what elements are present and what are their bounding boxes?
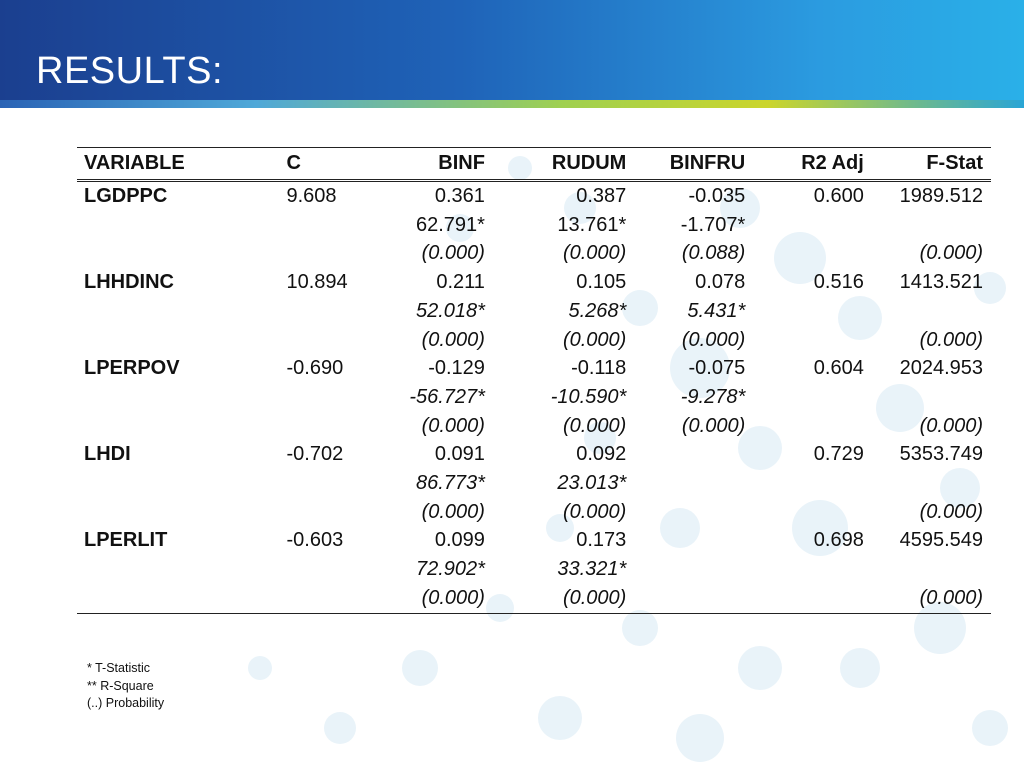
column-header-c: C <box>286 152 301 174</box>
binf-probability: (0.000) <box>421 414 485 437</box>
rudum-probability: (0.000) <box>562 586 627 609</box>
table-row-coefficients <box>77 526 991 555</box>
rudum-t-statistic: 33.321* <box>557 558 627 581</box>
rudum-coefficient: 0.105 <box>576 271 627 294</box>
rudum-t-statistic: -10.590* <box>550 385 627 408</box>
binfru-probability: (0.000) <box>681 414 746 437</box>
table-row-probabilities <box>77 239 991 268</box>
constant-value: 9.608 <box>286 185 337 207</box>
r2-adj-value: 0.604 <box>813 357 864 380</box>
table-row-probabilities <box>77 412 991 441</box>
table-row-t-statistics <box>77 555 991 584</box>
binf-t-statistic: 72.902* <box>415 558 485 581</box>
r2-adj-value: 0.698 <box>813 529 864 552</box>
r2-adj-value: 0.516 <box>813 271 864 294</box>
constant-value: -0.702 <box>286 443 344 466</box>
footnote-probability: (..) Probability <box>87 696 165 710</box>
column-header-rudum: RUDUM <box>551 152 627 174</box>
variable-name: LGDPPC <box>84 185 168 207</box>
binf-t-statistic: 86.773* <box>415 472 485 495</box>
constant-value: 10.894 <box>286 271 348 294</box>
r2-adj-value: 0.729 <box>813 443 864 466</box>
constant-value: -0.603 <box>286 529 344 552</box>
f-stat-value: 1989.512 <box>899 185 983 207</box>
column-header-f-stat: F-Stat <box>926 152 983 174</box>
rudum-coefficient: 0.173 <box>576 529 627 552</box>
rudum-coefficient: 0.387 <box>576 185 627 207</box>
rudum-probability: (0.000) <box>562 328 627 351</box>
binf-coefficient: 0.361 <box>434 185 485 207</box>
rudum-probability: (0.000) <box>562 414 627 437</box>
binf-t-statistic: 52.018* <box>415 299 485 322</box>
f-stat-probability: (0.000) <box>919 242 983 265</box>
binf-probability: (0.000) <box>421 586 485 609</box>
footnote-t-statistic: * T-Statistic <box>87 661 150 675</box>
table-row-t-statistics <box>77 383 991 412</box>
binf-coefficient: 0.099 <box>434 529 485 552</box>
constant-value: -0.690 <box>286 357 344 380</box>
binf-probability: (0.000) <box>421 328 485 351</box>
binfru-t-statistic <box>626 555 745 584</box>
results-table <box>77 147 991 614</box>
rudum-coefficient: 0.092 <box>576 443 627 466</box>
page-title: RESULTS: <box>36 50 224 92</box>
f-stat-probability: (0.000) <box>919 414 983 437</box>
binfru-coefficient: -0.035 <box>688 185 746 207</box>
binf-probability: (0.000) <box>421 242 485 265</box>
binfru-t-statistic <box>626 469 745 498</box>
binf-t-statistic: -56.727* <box>409 385 485 408</box>
rudum-t-statistic: 23.013* <box>557 472 627 495</box>
f-stat-probability: (0.000) <box>919 328 983 351</box>
binfru-probability: (0.088) <box>681 242 746 265</box>
f-stat-probability: (0.000) <box>919 500 983 523</box>
f-stat-value: 1413.521 <box>899 271 983 294</box>
binfru-t-statistic: -1.707* <box>680 213 746 236</box>
binf-coefficient: 0.091 <box>434 443 485 466</box>
table-row-coefficients <box>77 268 991 297</box>
r2-adj-value: 0.600 <box>813 185 864 207</box>
column-header-r2-adj: R2 Adj <box>801 152 864 174</box>
binfru-t-statistic: -9.278* <box>680 385 746 408</box>
binfru-t-statistic: 5.431* <box>687 299 746 322</box>
variable-name: LPERPOV <box>84 357 180 380</box>
table-row-t-statistics <box>77 469 991 498</box>
table-row-coefficients <box>77 181 991 211</box>
table-row-coefficients <box>77 440 991 469</box>
binf-t-statistic: 62.791* <box>415 213 485 236</box>
variable-name: LPERLIT <box>84 529 168 552</box>
binfru-probability: (0.000) <box>681 328 746 351</box>
rudum-t-statistic: 13.761* <box>557 213 627 236</box>
table-row-probabilities <box>77 326 991 355</box>
variable-name: LHHDINC <box>84 271 174 294</box>
table-row-t-statistics <box>77 211 991 240</box>
binfru-coefficient <box>626 440 745 469</box>
rudum-probability: (0.000) <box>562 242 627 265</box>
binf-probability: (0.000) <box>421 500 485 523</box>
rudum-t-statistic: 5.268* <box>568 299 627 322</box>
column-header-variable: VARIABLE <box>84 152 185 174</box>
variable-name: LHDI <box>84 443 131 466</box>
table-header-row <box>77 148 991 181</box>
footnotes <box>87 660 164 713</box>
f-stat-value: 4595.549 <box>899 529 983 552</box>
f-stat-value: 5353.749 <box>899 443 983 466</box>
binfru-probability <box>626 584 745 613</box>
footnote-r-square: ** R-Square <box>87 678 154 693</box>
column-header-binfru: BINFRU <box>669 152 746 174</box>
table-row-probabilities <box>77 498 991 527</box>
binfru-coefficient: -0.075 <box>688 357 746 380</box>
rudum-probability: (0.000) <box>562 500 627 523</box>
header-accent-stripe <box>0 100 1024 108</box>
column-header-binf: BINF <box>438 152 485 174</box>
table-row-t-statistics <box>77 297 991 326</box>
binfru-probability <box>626 498 745 527</box>
table-row-coefficients <box>77 354 991 383</box>
f-stat-probability: (0.000) <box>919 586 983 609</box>
table-row-probabilities <box>77 584 991 613</box>
f-stat-value: 2024.953 <box>899 357 983 380</box>
binfru-coefficient: 0.078 <box>695 271 746 294</box>
binf-coefficient: -0.129 <box>428 357 485 380</box>
binf-coefficient: 0.211 <box>436 271 485 294</box>
rudum-coefficient: -0.118 <box>571 357 627 380</box>
binfru-coefficient <box>626 526 745 555</box>
